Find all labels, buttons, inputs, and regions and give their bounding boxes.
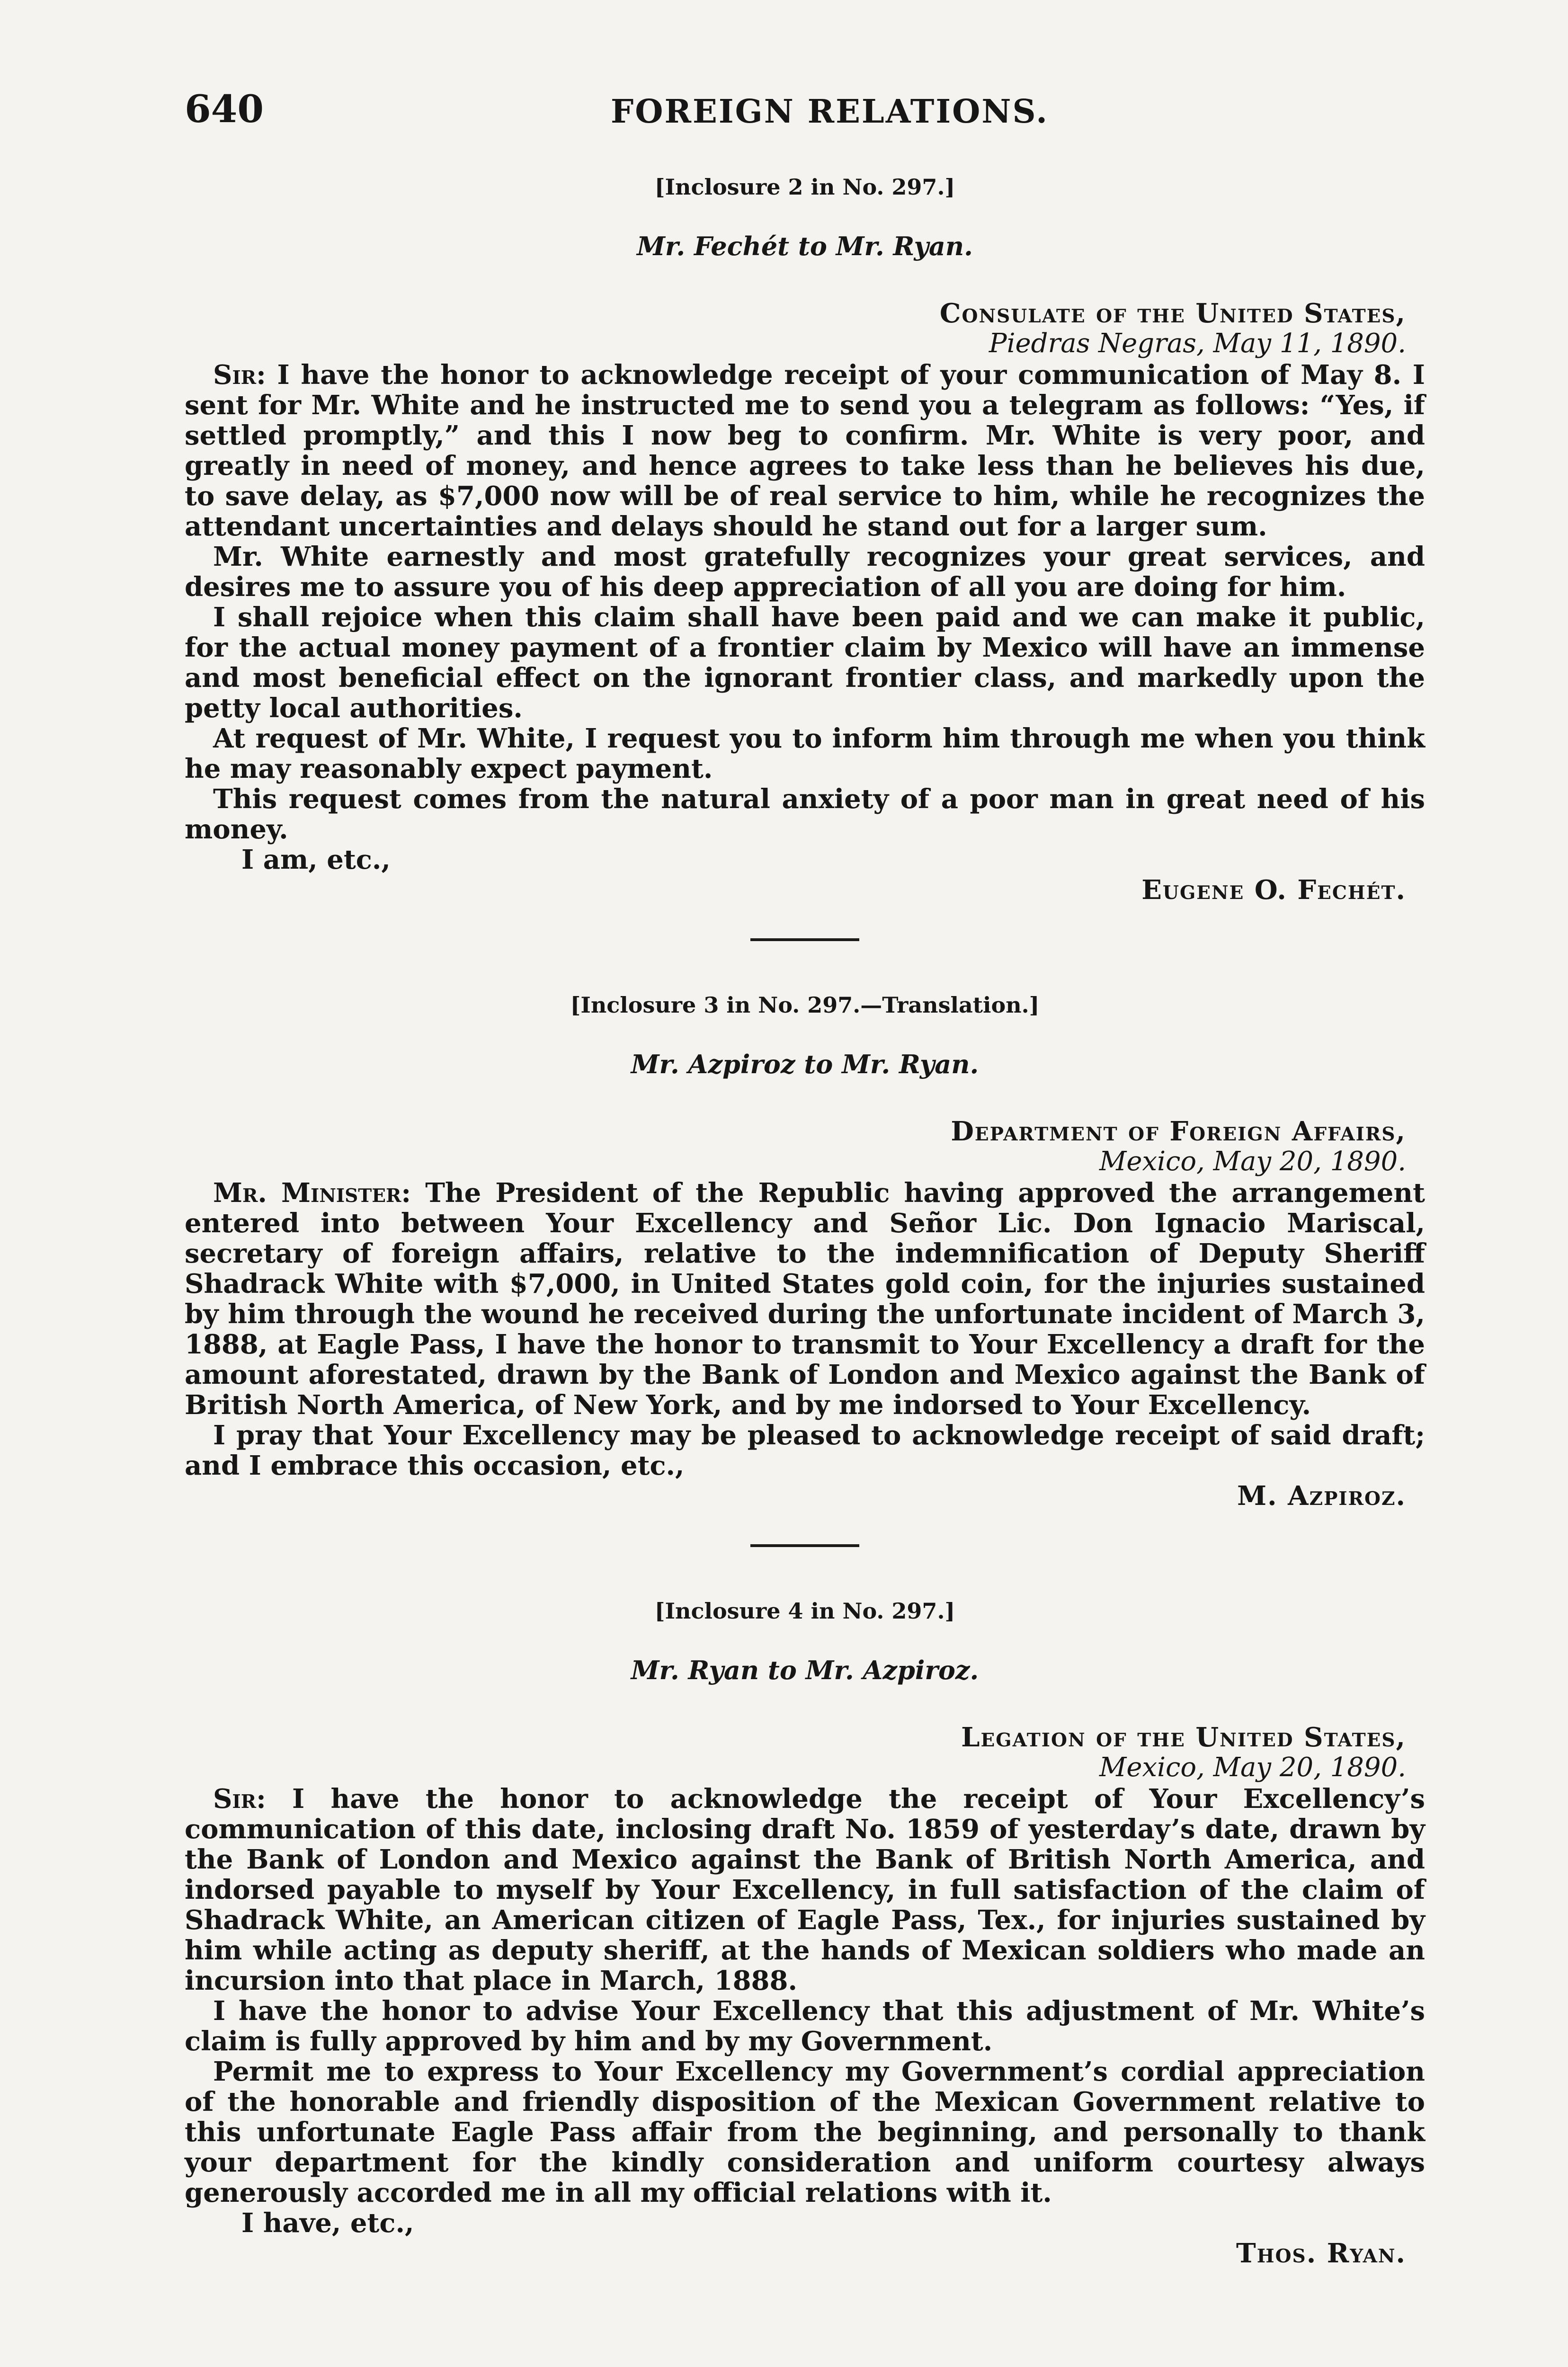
letter-closing: I have, etc.,: [241, 2207, 414, 2239]
letter-paragraph: [185, 1420, 1425, 1481]
letter-paragraph: [185, 2056, 1425, 2208]
paragraph-text: The President of the Republic having approved the arrangement entered into between Your Excellency and Señor Lic. Don Ignacio Mariscal, secretary of foreign affairs, relative to the indemnification of Deputy Sheriff Shadrack White with $7,000, in United States gold coin, for the injuries sustained by him through the wound he received during the unfortunate incident of March 3, 1888, at Eagle Pass, I have the honor to transmit to Your Excellency a draft for the amount aforestated, drawn by the Bank of London and Mexico against the Bank of British North America, of New York, and by me indorsed to Your Excellency.: [185, 1177, 1425, 1421]
paragraph-text: Mr. White earnestly and most gratefully recognizes your great services, and desires me to assure you of his deep appreciation of all you are doing for him.: [185, 541, 1425, 603]
running-title: FOREIGN RELATIONS.: [611, 93, 1049, 131]
paragraph-text: Permit me to express to Your Excellency my Government’s cordial appreciation of the honorable and friendly disposition of the Mexican Government relative to this unfortunate Eagle Pass affair from the beginning, and personally to thank your department for the kindly consideration and uniform courtesy always generously accorded me in all my official relations with it.: [185, 2056, 1425, 2208]
letter-paragraph: [185, 723, 1425, 784]
inclosure-4-letter: [185, 1594, 1425, 2269]
letter-office: Legation of the United States,: [961, 1722, 1406, 1753]
letter-office: Department of Foreign Affairs,: [951, 1116, 1406, 1147]
paragraph-text: I have the honor to acknowledge the receipt of Your Excellency’s communication of this date, inclosing draft No. 1859 of yesterday’s date, drawn by the Bank of London and Mexico against the Bank of British North America, and indorsed payable to myself by Your Excellency, in full satisfaction of the claim of Shadrack White, an American citizen of Eagle Pass, Tex., for injuries sustained by him while acting as deputy sheriff, at the hands of Mexican soldiers who made an incursion into that place in March, 1888.: [185, 1783, 1425, 1996]
letter-signature: Eugene O. Fechét.: [1141, 874, 1406, 906]
inclosure-caption: [Inclosure 4 in No. 297.]: [654, 1598, 955, 1624]
letter-paragraph: [185, 1996, 1425, 2056]
letter-paragraph: [185, 1784, 1425, 1996]
section-divider: [750, 1544, 859, 1547]
letter-place-date: Mexico, May 20, 1890.: [1099, 1146, 1406, 1177]
paragraph-text: I have the honor to advise Your Excellency that this adjustment of Mr. White’s claim is fully approved by him and by my Government.: [185, 1995, 1425, 2057]
letter-paragraph: [185, 542, 1425, 602]
letter-signature: M. Azpiroz.: [1237, 1480, 1406, 1512]
letter-title: Mr. Fechét to Mr. Ryan.: [637, 231, 973, 261]
letter-closing: I am, etc.,: [241, 844, 391, 875]
letter-paragraph: [185, 602, 1425, 723]
document-body: [185, 170, 1425, 2269]
letter-place-date: Mexico, May 20, 1890.: [1099, 1752, 1406, 1783]
letter-paragraph: [185, 360, 1425, 542]
inclosure-caption: [Inclosure 3 in No. 297.—Translation.]: [570, 992, 1040, 1018]
paragraph-text: This request comes from the natural anxiety of a poor man in great need of his money.: [185, 783, 1425, 845]
inclosure-2-letter: [185, 170, 1425, 905]
inclosure-3-letter: [185, 988, 1425, 1511]
paragraph-lead: Mr. Minister:: [213, 1177, 411, 1209]
paragraph-text: I shall rejoice when this claim shall have been paid and we can make it public, for the actual money payment of a frontier claim by Mexico will have an immense and most beneficial effect on the ignorant frontier class, and markedly upon the petty local authorities.: [185, 602, 1425, 724]
page-number: 640: [185, 87, 264, 131]
letter-title: Mr. Ryan to Mr. Azpiroz.: [631, 1655, 979, 1685]
section-divider: [750, 938, 859, 941]
letter-office: Consulate of the United States,: [939, 298, 1406, 329]
letter-place-date: Piedras Negras, May 11, 1890.: [989, 328, 1406, 359]
paragraph-lead: Sir:: [213, 359, 266, 391]
paragraph-text: I pray that Your Excellency may be pleased to acknowledge receipt of said draft; and I embrace this occasion, etc.,: [185, 1420, 1425, 1481]
letter-paragraph: [185, 784, 1425, 845]
letter-paragraph: [185, 1178, 1425, 1420]
letter-signature: Thos. Ryan.: [1236, 2238, 1406, 2269]
inclosure-caption: [Inclosure 2 in No. 297.]: [654, 174, 955, 200]
paragraph-text: At request of Mr. White, I request you to inform him through me when you think he may reasonably expect payment.: [185, 723, 1425, 784]
paragraph-text: I have the honor to acknowledge receipt of your communication of May 8. I sent for Mr. White and he instructed me to send you a telegram as follows: “Yes, if settled promptly,” and this I now beg to confirm. Mr. White is very poor, and greatly in need of money, and hence agrees to take less than he believes his due, to save delay, as $7,000 now will be of real service to him, while he recognizes the attendant uncertainties and delays should he stand out for a larger sum.: [185, 359, 1425, 542]
page-header: [185, 85, 1425, 142]
letter-title: Mr. Azpiroz to Mr. Ryan.: [631, 1049, 979, 1079]
paragraph-lead: Sir:: [213, 1783, 266, 1815]
